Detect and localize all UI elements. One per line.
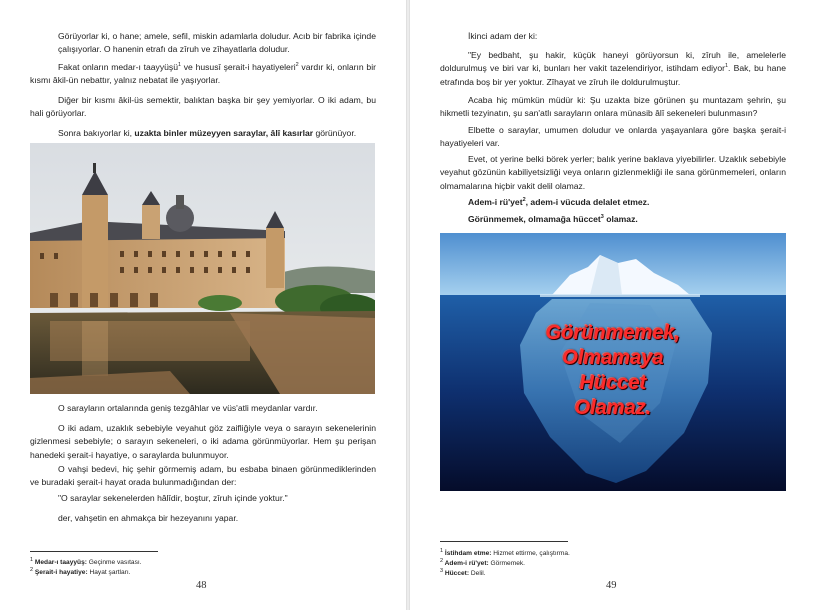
bold-text: Görünmemek, olmamağa hüccet	[468, 214, 601, 224]
paragraph-text: O iki adam, uzaklık sebebiyle veyahut göz zaifliğiyle veya o sarayın sekenelerinin gizlenmesi sebebiyle; o sarayın sekeneleri, o iki adama görünmüyorlar. Hem şu perişan hanedeki şerait-i hayatiye, o saraylarda bulunmuyor.	[30, 423, 376, 460]
footnote-definition: Geçinme vasıtası.	[86, 559, 142, 566]
footnote	[440, 569, 486, 579]
paragraph-text: Sonra bakıyorlar ki,	[58, 128, 135, 138]
footnote-ref: 2	[295, 62, 299, 69]
footnote-term: Hüccet:	[443, 570, 470, 577]
paragraph	[440, 94, 786, 121]
paragraph	[30, 463, 376, 490]
paragraph-text: O vahşi bedevi, hiç şehir görmemiş adam, bu esbaba binaen görünmediklerinden ve buradaki şerait-i hayat orada bulunmadığından der:	[30, 464, 376, 488]
caption-line: Görünmemek,	[545, 322, 681, 344]
paragraph	[30, 61, 376, 88]
bold-statement	[440, 196, 786, 209]
footnote-number: 2	[440, 557, 444, 564]
paragraph	[440, 153, 786, 193]
paragraph-text: der, vahşetin en ahmakça bir hezeyanını yapar.	[58, 513, 239, 523]
paragraph	[440, 30, 786, 43]
palace-photo	[30, 143, 375, 394]
caption-line: Olmamaya	[562, 347, 664, 369]
paragraph	[440, 49, 786, 89]
footnote-divider	[30, 551, 158, 552]
page-number: 49	[606, 580, 617, 591]
bold-text: uzakta binler müzeyyen saraylar, âlî kasırlar	[134, 128, 314, 138]
paragraph-text: ve hususî şerait-i hayatiyeleri	[181, 62, 296, 72]
right-page	[410, 0, 820, 610]
paragraph-text: Acaba hiç mümkün müdür ki: Şu uzakta bize görünen şu muntazam şehrin, şu hikmetli tezyinatın, şu san'atlı sarayların onlara münasib âlî sekeneleri bulunmasın?	[440, 95, 786, 119]
paragraph	[30, 422, 376, 462]
footnote-term: Medar-ı taayyüş:	[33, 559, 87, 566]
paragraph-text: görünüyor.	[313, 128, 357, 138]
page-number: 48	[196, 580, 207, 591]
footnote-number: 1	[440, 547, 444, 554]
footnote-definition: Hayat şartları.	[87, 569, 131, 576]
paragraph	[58, 30, 376, 57]
iceberg-image	[440, 233, 786, 491]
paragraph-text: İkinci adam der ki:	[468, 31, 538, 41]
footnote-number: 2	[30, 566, 34, 573]
caption-line: Olamaz.	[574, 397, 652, 419]
paragraph-text: O sarayların ortalarında geniş tezgâhlar ve vüs'atli meydanlar vardır.	[58, 403, 318, 413]
footnote	[440, 559, 525, 569]
paragraph	[30, 512, 376, 525]
footnote-number: 3	[440, 567, 444, 574]
paragraph	[30, 127, 376, 140]
footnote-divider	[440, 541, 568, 542]
footnote-definition: Görmemek.	[488, 560, 525, 567]
footnote-term: Şerait-i hayatiye:	[33, 569, 88, 576]
paragraph-text: Diğer bir kısmı âkil-üs semektir, balıktan başka bir şey yemiyorlar. O iki adam, bu hali görüyorlar.	[30, 95, 376, 119]
paragraph	[30, 94, 376, 121]
left-page	[0, 0, 408, 610]
bold-text: olamaz.	[603, 214, 638, 224]
footnote	[440, 549, 570, 559]
paragraph-text: Fakat onların medar-ı taayyüşü	[58, 62, 178, 72]
footnote	[30, 558, 142, 568]
footnote-term: Adem-i rü'yet:	[443, 560, 489, 567]
footnote-ref: 2	[522, 197, 526, 204]
bold-text: Adem-i rü'yet	[468, 197, 523, 207]
footnote	[30, 568, 131, 578]
paragraph-text: . Bak, bu hane etrafında boş bir yer yoktur. Zîhayat ve zîruh ile doldurulmuştur.	[440, 63, 786, 87]
footnote-definition: Hizmet ettirme, çalıştırma.	[491, 550, 570, 557]
paragraph	[30, 402, 376, 415]
paragraph	[440, 124, 786, 151]
footnote-ref: 3	[600, 214, 604, 221]
footnote-term: İstihdam etme:	[443, 550, 492, 557]
paragraph-text: "Ey bedbaht, şu hakir, küçük haneyi görüyorsun ki, zîruh ile, amelelerle doldurulmuş ve biri var ki, bunları her vakit tazelendiriyor, istihdam ediyor	[440, 50, 786, 74]
footnote-definition: Delil.	[469, 570, 486, 577]
caption-line: Hüccet	[579, 372, 647, 394]
paragraph-text: Görüyorlar ki, o hane; amele, sefil, miskin adamlarla doludur. Acıb bir fabrika içinde çalışıyorlar. O hanenin etrafı da zîruh ve zîhayatlarla doludur.	[58, 31, 376, 55]
paragraph-text: vardır ki, onların bir kısmı âkil-ün nebattır, yalnız nebatat ile yaşıyorlar.	[30, 62, 376, 86]
footnote-ref: 1	[177, 62, 182, 69]
paragraph	[30, 492, 376, 505]
paragraph-text: Elbette o saraylar, umumen doludur ve onlarda yaşayanlara göre başka şerait-i hayatiyeleri var.	[440, 125, 786, 149]
footnote-number: 1	[30, 556, 34, 563]
bold-text: , adem-i vücuda delalet etmez.	[525, 197, 650, 207]
paragraph-text: "O saraylar sekenelerden hâlîdir, boştur, zîruh içinde yoktur."	[58, 493, 288, 503]
paragraph-text: Evet, ot yerine belki börek yerler; balık yerine baklava yiyebilirler. Uzaklık sebebiyle veyahut gözünün kabiliyetsizliği veya onların gizlenmekliği ile sana görünmemeleri, onların olmamalarına hiçbir vakit delil olamaz.	[440, 154, 786, 191]
iceberg-caption	[440, 321, 786, 421]
bold-statement	[440, 213, 786, 226]
footnote-ref: 1	[724, 63, 729, 70]
